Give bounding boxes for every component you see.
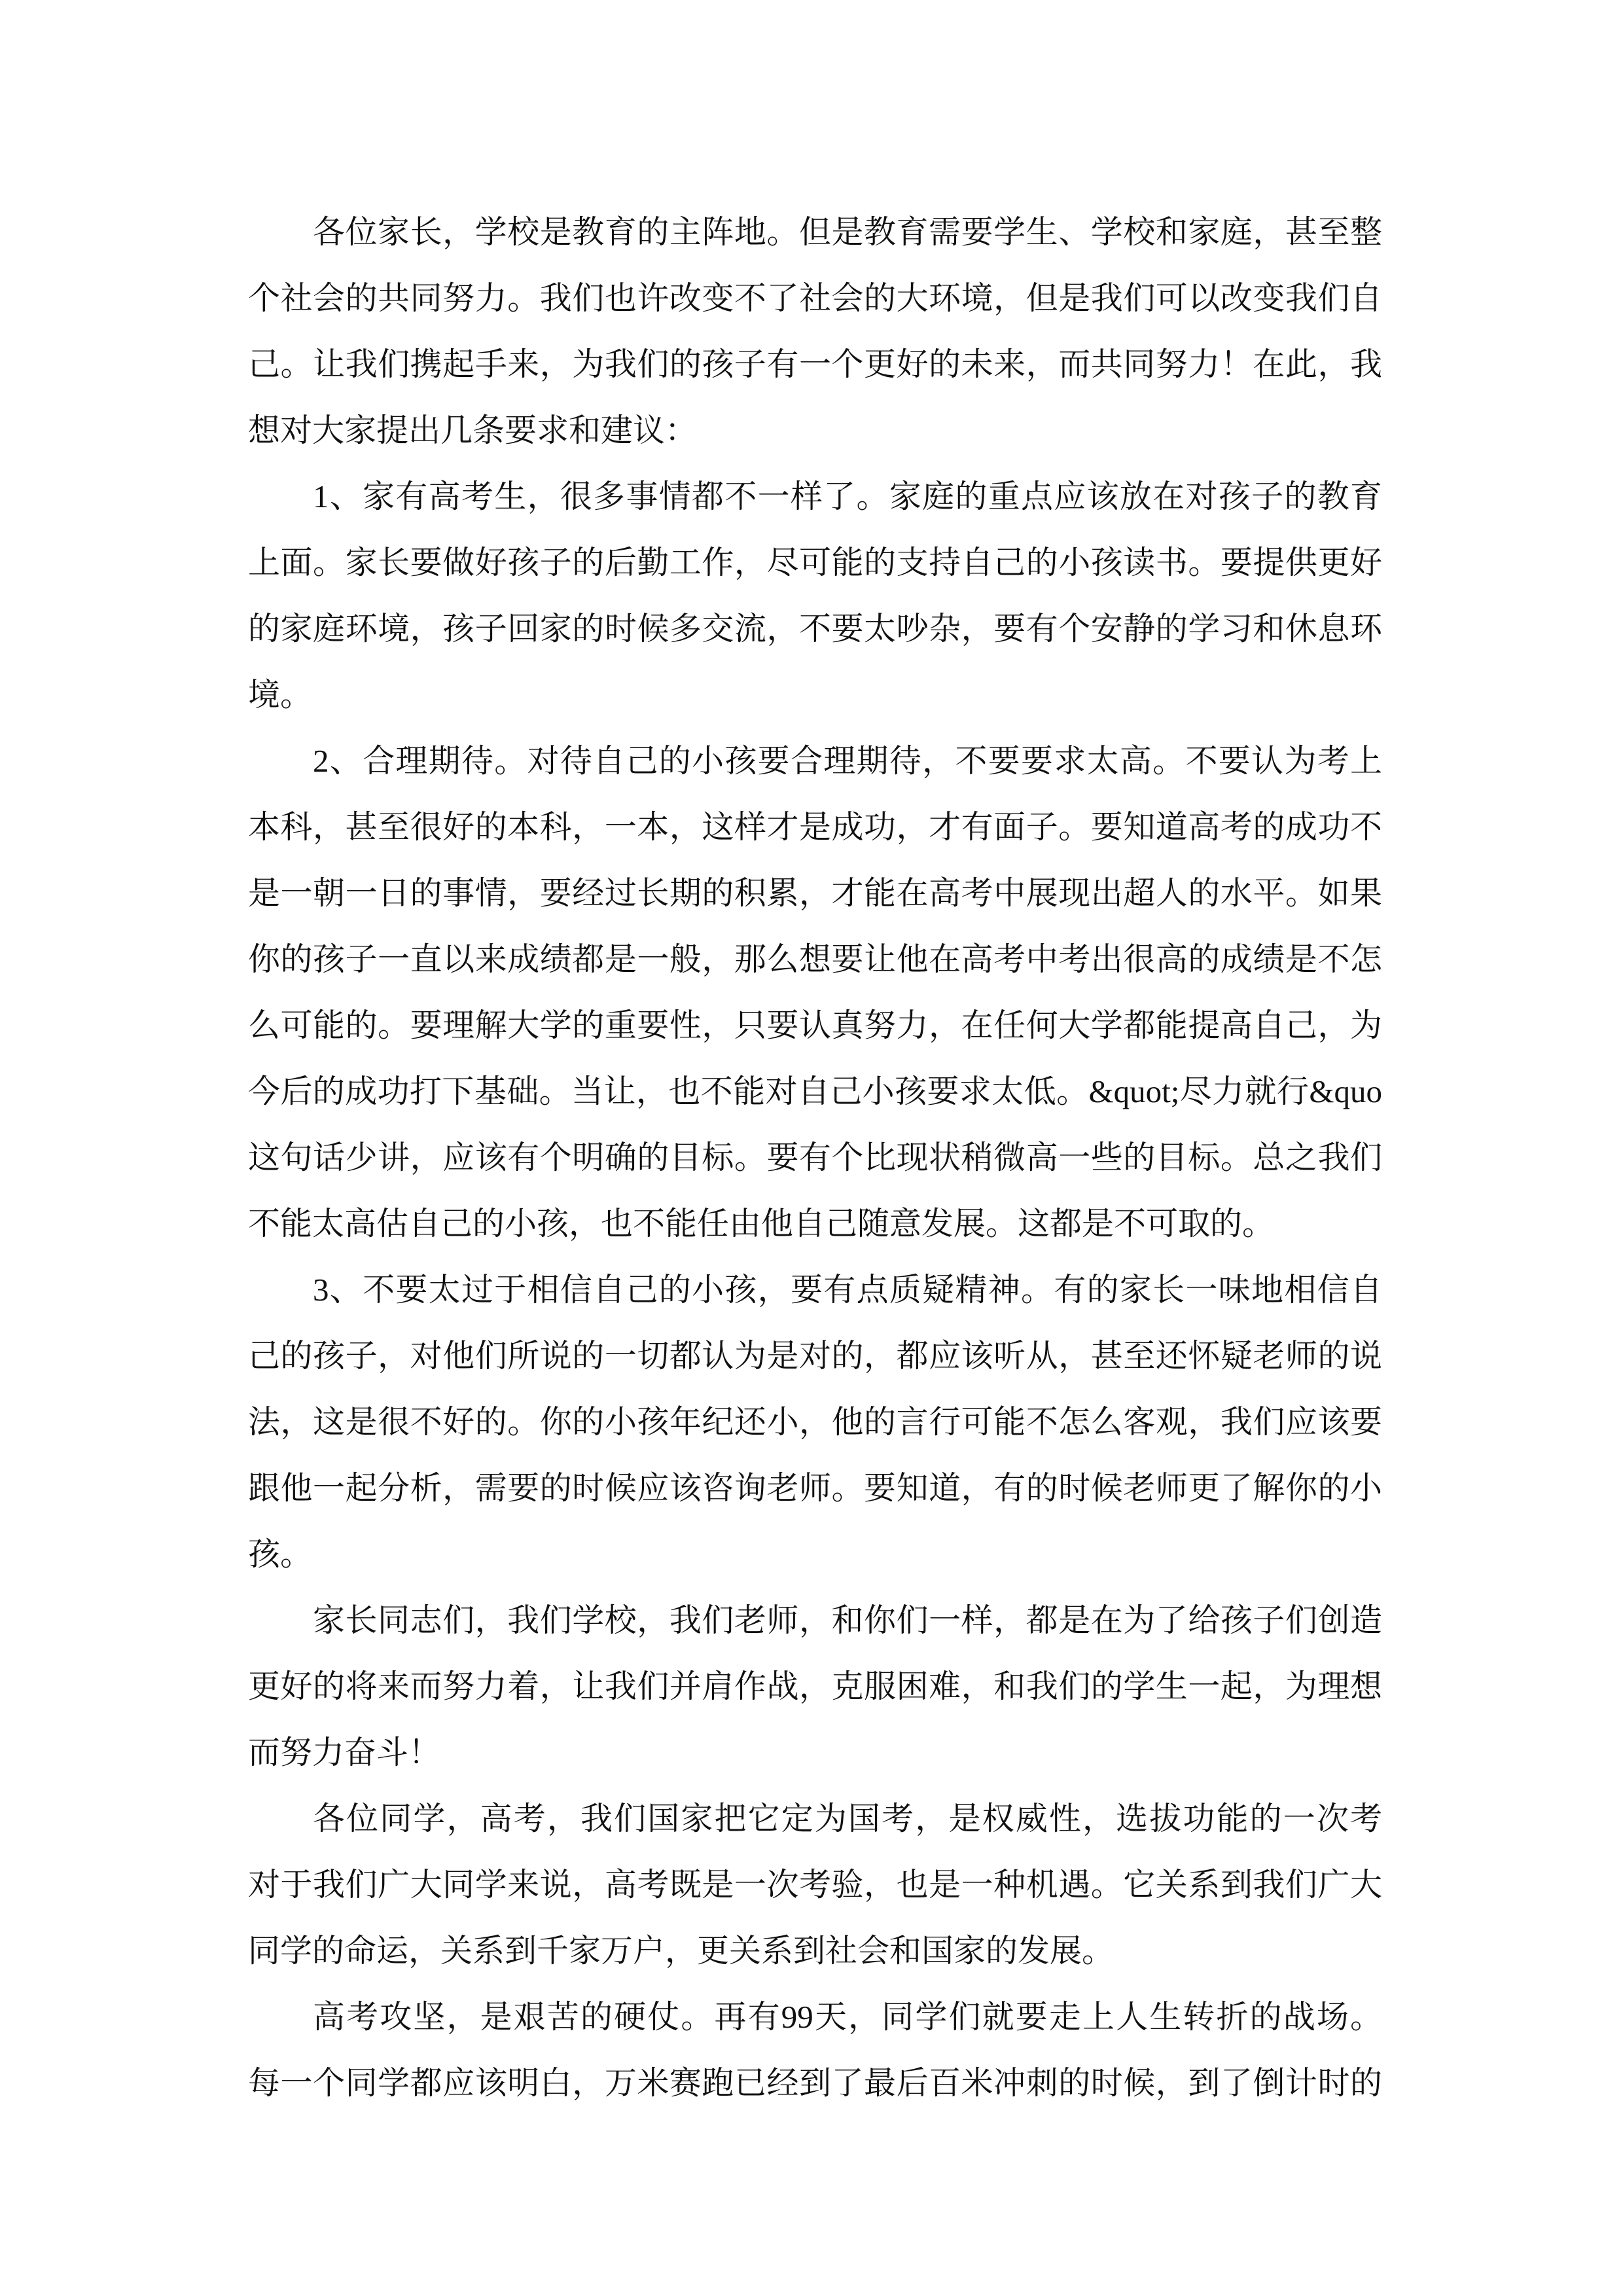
text-line: 这句话少讲，应该有个明确的目标。要有个比现状稍微高一些的目标。总之我们 [248, 1139, 1382, 1175]
text-line: 同学的命运，关系到千家万户，更关系到社会和国家的发展。 [248, 1933, 1115, 1969]
text-line: 家长同志们，我们学校，我们老师，和你们一样，都是在为了给孩子们创造 [313, 1602, 1382, 1638]
text-line: 个社会的共同努力。我们也许改变不了社会的大环境，但是我们可以改变我们自 [248, 280, 1382, 316]
text-line: 你的孩子一直以来成绩都是一般，那么想要让他在高考中考出很高的成绩是不怎 [248, 941, 1382, 977]
text-line: 而努力奋斗！ [248, 1734, 441, 1770]
text-line: 的家庭环境，孩子回家的时候多交流，不要太吵杂，要有个安静的学习和休息环 [248, 611, 1382, 647]
text-line: 各位家长，学校是教育的主阵地。但是教育需要学生、学校和家庭，甚至整 [313, 214, 1382, 250]
text-line: 境。 [248, 677, 313, 713]
paragraph-point-3 [248, 1257, 1382, 1587]
text-line: 今后的成功打下基础。当让，也不能对自己小孩要求太低。&quot;尽力就行&quo [248, 1073, 1382, 1109]
text-line: 孩。 [248, 1536, 313, 1572]
text-line: 1、家有高考生，很多事情都不一样了。家庭的重点应该放在对孩子的教育 [313, 478, 1382, 514]
text-line: 对于我们广大同学来说，高考既是一次考验，也是一种机遇。它关系到我们广大 [248, 1867, 1382, 1903]
text-line: 更好的将来而努力着，让我们并肩作战，克服困难，和我们的学生一起，为理想 [248, 1668, 1382, 1704]
text-line: 每一个同学都应该明白，万米赛跑已经到了最后百米冲刺的时候，到了倒计时的 [248, 2065, 1382, 2101]
text-line: 己的孩子，对他们所说的一切都认为是对的，都应该听从，甚至还怀疑老师的说 [248, 1338, 1382, 1374]
text-line: 跟他一起分析，需要的时候应该咨询老师。要知道，有的时候老师更了解你的小 [248, 1470, 1382, 1506]
text-line: 本科，甚至很好的本科，一本，这样才是成功，才有面子。要知道高考的成功不 [248, 809, 1382, 845]
text-line: 2、合理期待。对待自己的小孩要合理期待，不要要求太高。不要认为考上 [313, 743, 1382, 779]
body-text [248, 199, 1382, 2116]
paragraph-point-1 [248, 463, 1382, 728]
text-line: 法，这是很不好的。你的小孩年纪还小，他的言行可能不怎么客观，我们应该要 [248, 1404, 1382, 1440]
text-line: 想对大家提出几条要求和建议： [248, 412, 698, 448]
text-line: 么可能的。要理解大学的重要性，只要认真努力，在任何大学都能提高自己，为 [248, 1007, 1382, 1043]
paragraph-students-intro [248, 1785, 1382, 1984]
text-line: 上面。家长要做好孩子的后勤工作，尽可能的支持自己的小孩读书。要提供更好 [248, 545, 1382, 581]
text-line: 己。让我们携起手来，为我们的孩子有一个更好的未来，而共同努力！在此，我 [248, 346, 1382, 382]
text-line: 不能太高估自己的小孩，也不能任由他自己随意发展。这都是不可取的。 [248, 1206, 1275, 1242]
text-line: 是一朝一日的事情，要经过长期的积累，才能在高考中展现出超人的水平。如果 [248, 875, 1382, 911]
text-line: 各位同学，高考，我们国家把它定为国考，是权威性，选拔功能的一次考 [313, 1801, 1382, 1837]
text-line: 3、不要太过于相信自己的小孩，要有点质疑精神。有的家长一味地相信自 [313, 1272, 1382, 1308]
paragraph-point-2 [248, 728, 1382, 1257]
paragraph-parents-closing [248, 1587, 1382, 1785]
paragraph-exam-countdown [248, 1984, 1382, 2116]
paragraph-parents-intro [248, 199, 1382, 463]
text-line: 高考攻坚，是艰苦的硬仗。再有99天，同学们就要走上人生转折的战场。 [313, 1999, 1382, 2035]
